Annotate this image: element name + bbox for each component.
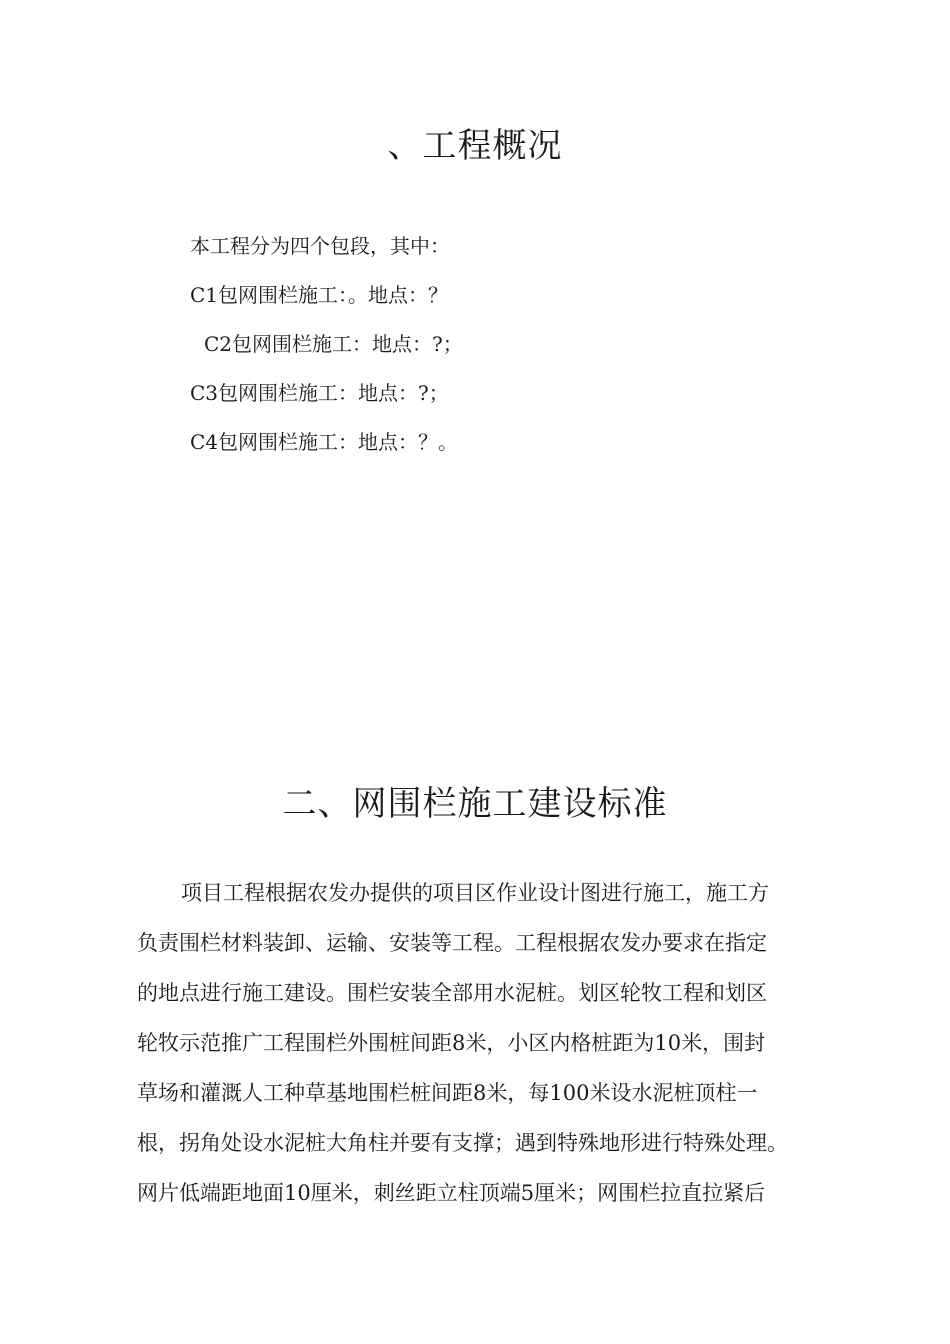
section-2-line: 根，拐角处设水泥桩大角柱并要有支撑；遇到特殊地形进行特殊处理。 bbox=[137, 1131, 788, 1155]
section-2-line: 轮牧示范推广工程围栏外围桩间距8米，小区内格桩距为10米，围封 bbox=[137, 1031, 766, 1055]
section-1-line: C2包网围栏施工：地点：?； bbox=[204, 332, 463, 356]
section-2-line: 草场和灌溉人工种草基地围栏桩间距8米，每100米设水泥桩顶柱一 bbox=[137, 1081, 758, 1105]
section-1-line: 本工程分为四个包段，其中： bbox=[190, 234, 450, 258]
section-1-heading: 、工程概况 bbox=[387, 126, 563, 166]
section-2-line: 项目工程根据农发办提供的项目区作业设计图进行施工，施工方 bbox=[181, 881, 769, 905]
section-2-body bbox=[137, 868, 817, 1218]
section-1-line: C1包网围栏施工：。地点：？ bbox=[190, 283, 449, 307]
section-2-line: 网片低端距地面10厘米，刺丝距立柱顶端5厘米；网围栏拉直拉紧后 bbox=[137, 1181, 766, 1205]
section-1-line: C3包网围栏施工：地点：?； bbox=[190, 381, 449, 405]
section-2-line: 负责围栏材料装卸、运输、安装等工程。工程根据农发办要求在指定 bbox=[137, 931, 767, 955]
section-1-body bbox=[190, 222, 790, 467]
section-2-heading: 二、网围栏施工建设标准 bbox=[282, 784, 668, 824]
section-1-line: C4包网围栏施工：地点：？。 bbox=[190, 430, 459, 454]
section-2-line: 的地点进行施工建设。围栏安装全部用水泥桩。划区轮牧工程和划区 bbox=[137, 981, 767, 1005]
